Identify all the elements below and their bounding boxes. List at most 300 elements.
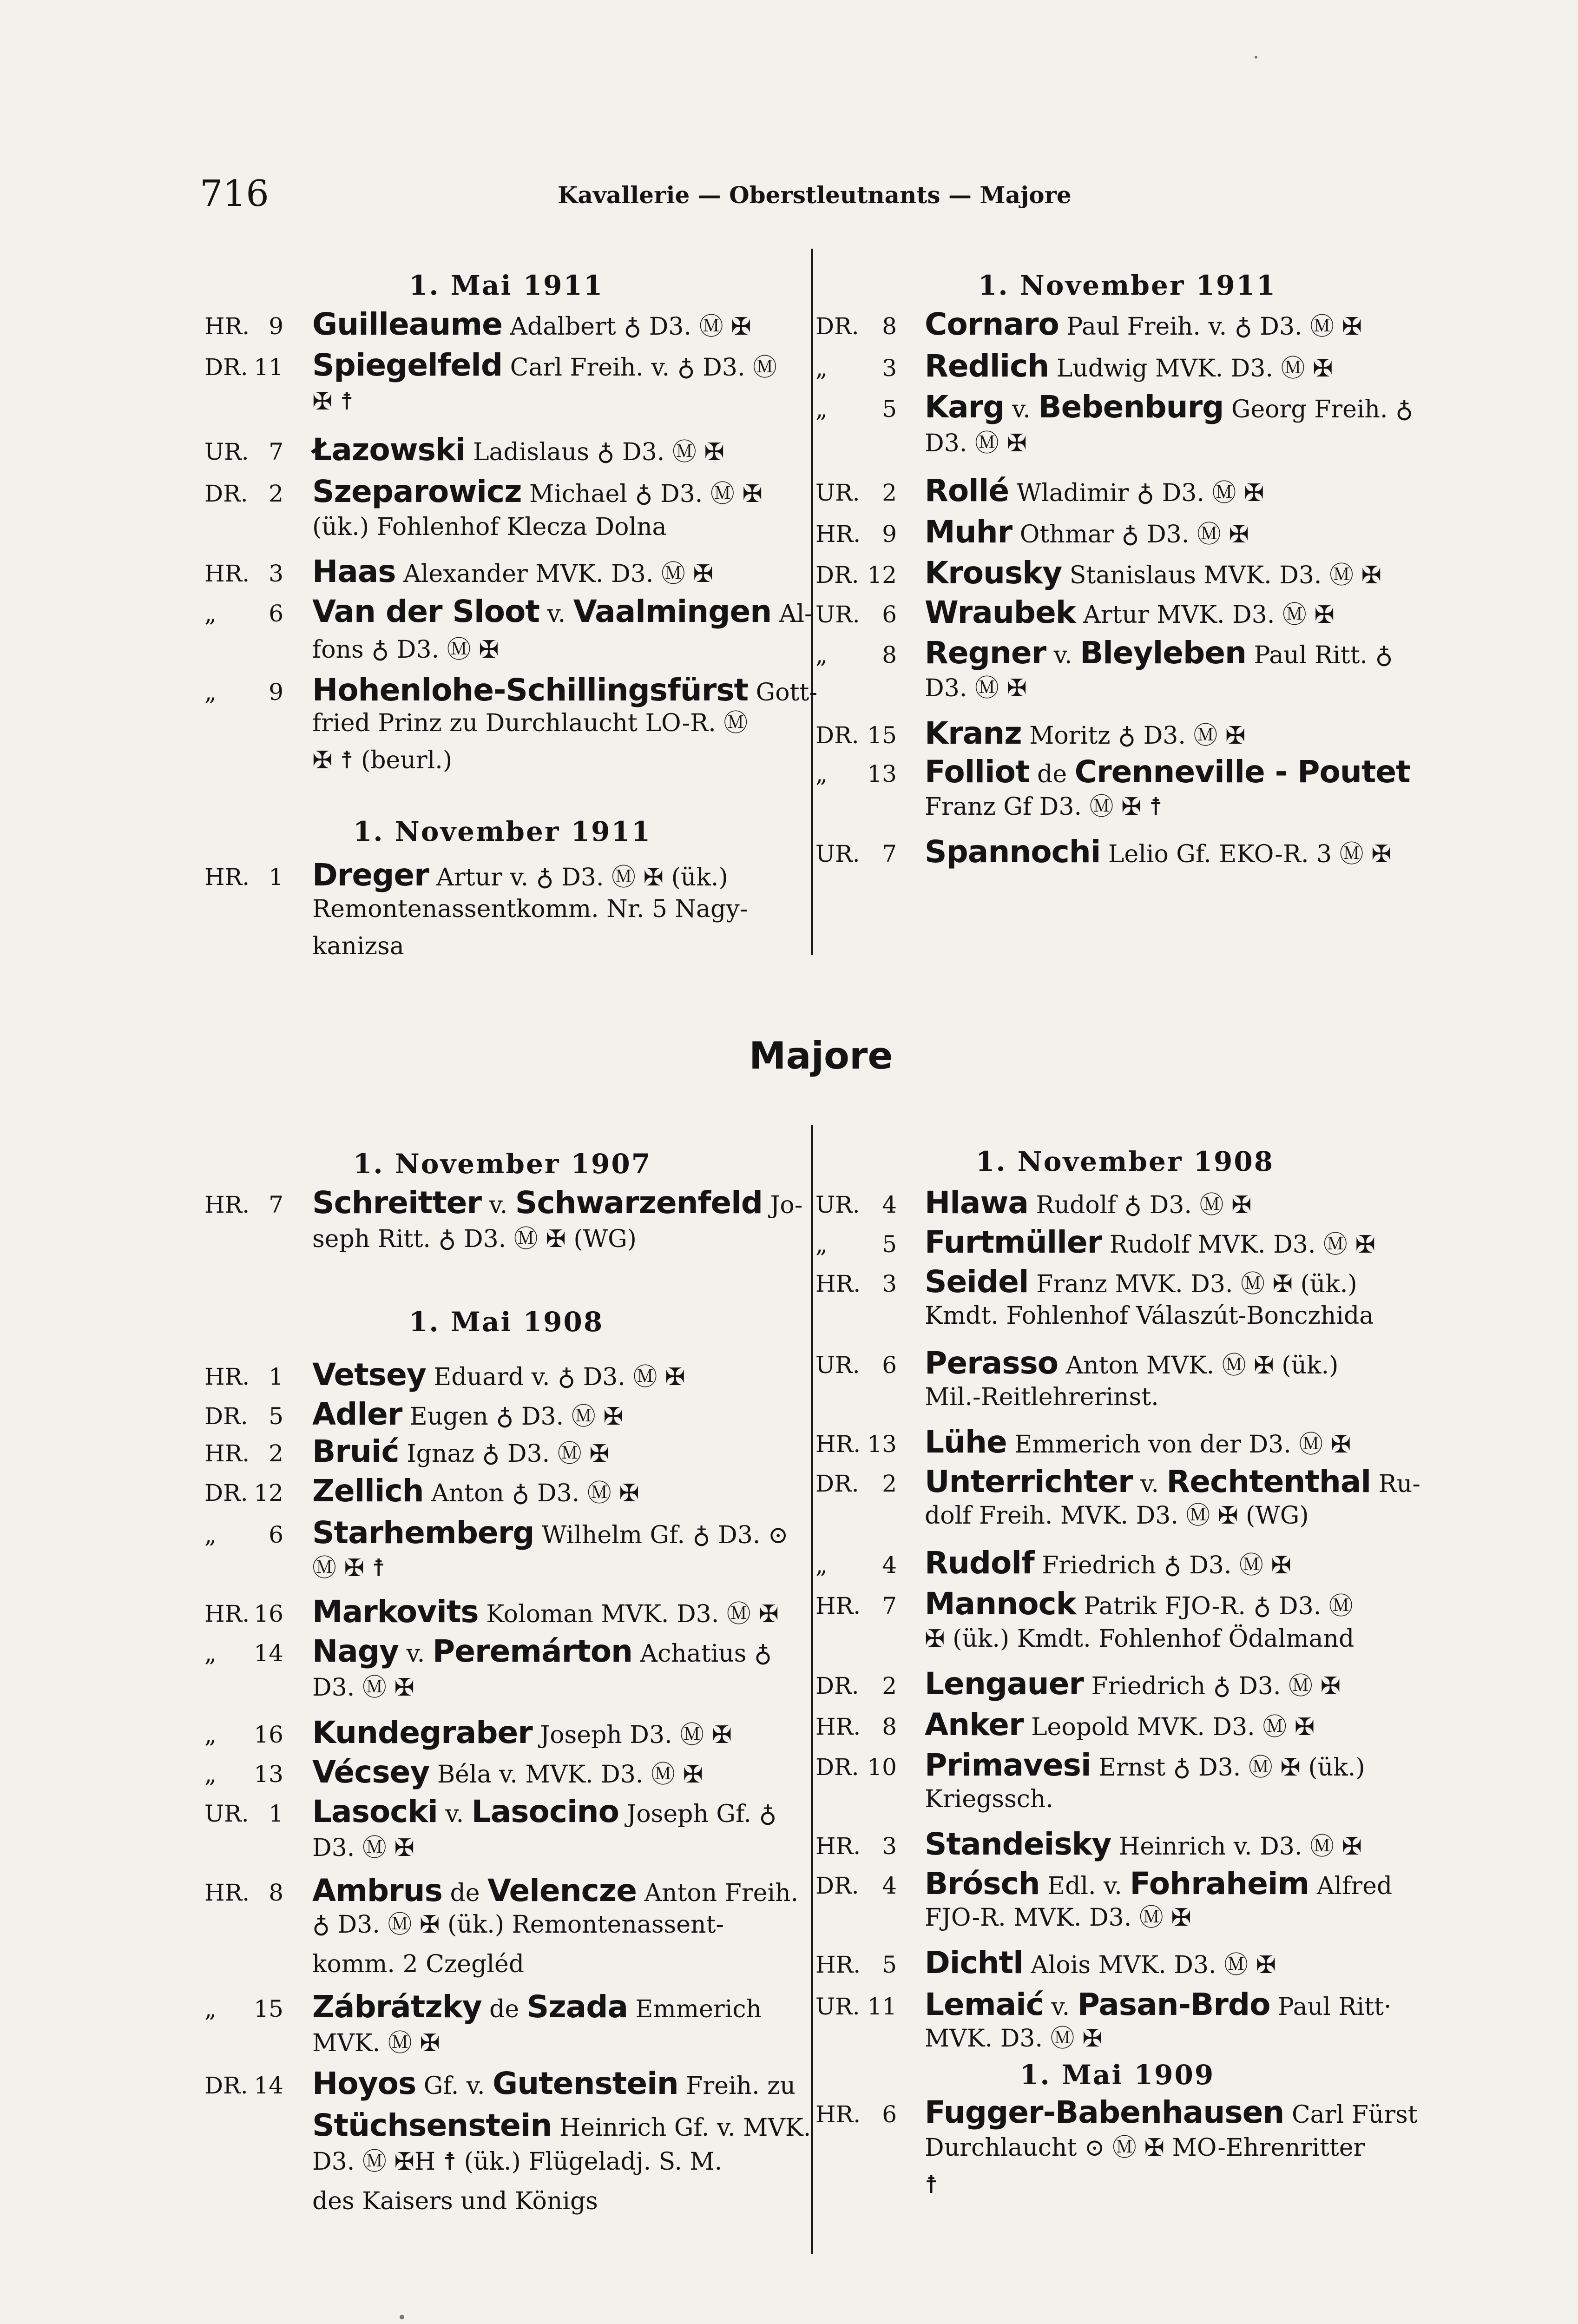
entry-line	[312, 2068, 796, 2099]
officer-surname-part: Schwarzenfeld	[515, 1185, 763, 1221]
entry-text: D3. Ⓜ ✠H ☨ (ük.) Flügeladj. S. M.	[312, 2148, 723, 2176]
entry-details: v.	[539, 600, 573, 628]
regiment-number: 4	[882, 1191, 897, 1218]
entry-line	[312, 1433, 610, 1469]
continuation-line	[312, 2107, 811, 2143]
entry-details: Joseph D3. Ⓜ ✠	[532, 1721, 732, 1749]
regiment-number: 6	[882, 2101, 897, 2128]
entry-details: Eduard v. ♁ D3. Ⓜ ✠	[426, 1363, 685, 1391]
regiment-number: 6	[269, 1521, 283, 1548]
regiment-number: 5	[882, 1951, 897, 1978]
officer-surname: Guilleaume	[312, 306, 502, 342]
regiment-number: 3	[269, 560, 283, 587]
regiment-type: HR.	[815, 1431, 861, 1458]
continuation-line	[312, 2150, 722, 2174]
entry-line	[925, 1945, 1276, 1981]
entry-details: Anton ♁ D3. Ⓜ ✠	[423, 1479, 639, 1507]
entry-line	[925, 2094, 1418, 2130]
regiment-type: DR.	[815, 313, 859, 340]
entry-line	[312, 556, 713, 587]
regiment-number: 13	[867, 1431, 897, 1458]
entry-text: D3. Ⓜ ✠	[925, 674, 1027, 702]
entry-details: Edl. v.	[1039, 1872, 1130, 1900]
officer-surname: Kundegraber	[312, 1715, 533, 1750]
entry-text: des Kaisers und Königs	[312, 2187, 598, 2215]
officer-surname-part: Gutenstein	[493, 2066, 678, 2101]
continuation-line	[925, 795, 1162, 819]
entry-details: v.	[1046, 641, 1080, 669]
date-heading: 1. November 1908	[976, 1146, 1275, 1177]
regiment-type: „	[204, 1640, 217, 1667]
officer-surname: Lemaić	[925, 1987, 1044, 2022]
regiment-type: HR.	[204, 1440, 250, 1467]
officer-surname: Starhemberg	[312, 1515, 534, 1551]
regiment-type: „	[204, 1721, 217, 1748]
entry-text: (ük.) Fohlenhof Klecza Dolna	[312, 513, 667, 541]
regiment-number: 14	[254, 1640, 283, 1667]
entry-line	[925, 389, 1414, 425]
officer-surname: Dichtl	[925, 1945, 1023, 1981]
regiment-type: „	[204, 679, 217, 706]
entry-text: fried Prinz zu Durchlaucht LO-R. Ⓜ	[312, 709, 748, 737]
entry-details: Eugen ♁ D3. Ⓜ ✠	[402, 1403, 624, 1431]
officer-surname: Folliot	[925, 754, 1030, 790]
entry-line	[312, 1754, 704, 1790]
officer-surname-part: Crenneville - Poutet	[1074, 754, 1410, 790]
entry-line	[312, 1875, 798, 1906]
continuation-line	[312, 1913, 724, 1937]
regiment-number: 13	[254, 1761, 283, 1788]
regiment-type: „	[815, 1552, 828, 1578]
entry-details: Ignaz ♁ D3. Ⓜ ✠	[399, 1440, 610, 1468]
entry-line	[925, 1185, 1252, 1221]
officer-surname: Hlawa	[925, 1185, 1028, 1221]
entry-line	[312, 596, 813, 627]
regiment-type: DR.	[815, 1754, 859, 1781]
entry-details: Alois MVK. D3. Ⓜ ✠	[1023, 1951, 1276, 1979]
officer-surname: Regner	[925, 635, 1046, 671]
entry-text: Ⓜ ✠ ☨	[312, 1554, 385, 1582]
officer-surname: Brósch	[925, 1866, 1040, 1901]
regiment-number: 4	[882, 1552, 897, 1578]
entry-line	[925, 1989, 1391, 2020]
entry-line	[925, 1466, 1420, 1497]
entry-details: Patrik FJO-R. ♁ D3. Ⓜ	[1076, 1592, 1353, 1620]
regiment-number: 7	[882, 840, 897, 867]
entry-details: Heinrich v. D3. Ⓜ ✠	[1111, 1833, 1362, 1861]
print-speck	[1255, 56, 1257, 59]
running-head: Kavallerie — Oberstleutnants — Majore	[558, 181, 1072, 209]
entry-details: Gf. v.	[416, 2072, 493, 2100]
entry-line	[312, 306, 751, 342]
continuation-line	[925, 1906, 1191, 1930]
regiment-number: 2	[269, 1440, 283, 1467]
entry-details: Friedrich ♁ D3. Ⓜ ✠	[1034, 1552, 1291, 1579]
regiment-type: HR.	[204, 560, 250, 587]
officer-surname: Nagy	[312, 1633, 399, 1669]
regiment-number: 12	[254, 1479, 283, 1506]
officer-surname: Mannock	[925, 1586, 1076, 1622]
continuation-line	[312, 748, 452, 772]
regiment-number: 7	[269, 438, 283, 465]
continuation-line	[312, 934, 404, 958]
officer-surname: Vetsey	[312, 1357, 426, 1393]
regiment-type: HR.	[815, 1270, 861, 1297]
continuation-line	[312, 1836, 414, 1860]
entry-line	[312, 1633, 772, 1669]
entry-line	[925, 1264, 1357, 1300]
entry-details: Wladimir ♁ D3. Ⓜ ✠	[1009, 479, 1264, 507]
entry-line	[925, 1747, 1365, 1783]
column-divider-lower	[811, 1125, 813, 2254]
regiment-type: DR.	[204, 1403, 248, 1430]
entry-details: Anton MVK. Ⓜ ✠ (ük.)	[1058, 1352, 1339, 1380]
entry-line	[925, 1826, 1362, 1862]
regiment-number: 9	[882, 521, 897, 548]
continuation-line	[925, 1627, 1354, 1651]
regiment-number: 8	[882, 313, 897, 340]
entry-line	[312, 1473, 639, 1509]
regiment-number: 2	[882, 1672, 897, 1699]
entry-line	[925, 1545, 1291, 1581]
entry-details: Alfred	[1309, 1872, 1393, 1900]
entry-details: Heinrich Gf. v. MVK.	[552, 2114, 811, 2142]
regiment-type: „	[815, 641, 828, 668]
entry-details: Moritz ♁ D3. Ⓜ ✠	[1021, 722, 1246, 750]
entry-details: v.	[399, 1640, 433, 1668]
entry-line	[925, 555, 1382, 591]
continuation-line	[925, 1304, 1374, 1328]
continuation-line	[312, 1556, 385, 1580]
entry-details: Jo-	[763, 1191, 803, 1219]
officer-surname: Karg	[925, 389, 1005, 425]
regiment-number: 11	[867, 1993, 897, 2020]
entry-details: Freih. zu	[678, 2072, 796, 2100]
regiment-number: 6	[269, 600, 283, 627]
entry-text: ☨	[925, 2171, 938, 2199]
officer-surname: Lühe	[925, 1424, 1007, 1460]
entry-details: Franz MVK. D3. Ⓜ ✠ (ük.)	[1028, 1270, 1357, 1298]
continuation-line	[925, 2027, 1103, 2051]
entry-details: Ladislaus ♁ D3. Ⓜ ✠	[465, 438, 724, 466]
regiment-number: 11	[254, 354, 283, 381]
officer-surname: Kranz	[925, 715, 1022, 751]
officer-surname: Haas	[312, 554, 396, 589]
entry-details: Wilhelm Gf. ♁ D3. ⊙	[534, 1521, 789, 1549]
entry-details: v.	[481, 1191, 515, 1219]
officer-surname: Stüchsenstein	[312, 2107, 552, 2143]
entry-details: Paul Ritt·	[1270, 1993, 1392, 2021]
page-number: 716	[200, 173, 269, 215]
regiment-number: 8	[882, 1713, 897, 1740]
entry-details: Lelio Gf. EKO-R. 3 Ⓜ ✠	[1100, 840, 1392, 868]
entry-details: Al-	[771, 600, 813, 628]
officer-surname-part: Bebenburg	[1038, 389, 1224, 425]
officer-surname-part: Fohraheim	[1130, 1866, 1309, 1901]
entry-details: Georg Freih. ♁	[1223, 396, 1414, 423]
regiment-number: 3	[882, 355, 897, 382]
entry-details: Othmar ♁ D3. Ⓜ ✠	[1012, 521, 1249, 548]
officer-surname: Cornaro	[925, 306, 1059, 342]
regiment-type: HR.	[815, 1833, 861, 1860]
regiment-type: DR.	[815, 722, 859, 749]
entry-text: komm. 2 Czegléd	[312, 1950, 525, 1978]
entry-details: Paul Ritt. ♁	[1246, 641, 1393, 669]
regiment-number: 1	[269, 864, 283, 891]
regiment-type: UR.	[815, 1352, 860, 1379]
officer-surname: Szeparowicz	[312, 474, 522, 509]
entry-details: Carl Fürst	[1284, 2101, 1418, 2129]
officer-surname-part: Peremárton	[432, 1633, 633, 1669]
regiment-number: 10	[867, 1754, 897, 1781]
regiment-number: 16	[254, 1600, 283, 1627]
entry-line	[925, 475, 1264, 506]
entry-text: ✠ (ük.) Kmdt. Fohlenhof Ödalmand	[925, 1625, 1354, 1653]
entry-text: Franz Gf D3. Ⓜ ✠ ☨	[925, 793, 1163, 821]
officer-surname: Łazowski	[312, 432, 466, 468]
entry-line	[925, 1707, 1315, 1743]
regiment-type: DR.	[815, 1470, 859, 1497]
entry-line	[925, 635, 1393, 671]
entry-line	[925, 1424, 1351, 1460]
entry-text: D3. Ⓜ ✠	[312, 1834, 414, 1862]
regiment-type: UR.	[815, 601, 860, 628]
entry-text: MVK. D3. Ⓜ ✠	[925, 2025, 1103, 2053]
regiment-type: DR.	[204, 1479, 248, 1506]
officer-surname-part: Bleyleben	[1079, 635, 1247, 671]
entry-details: Koloman MVK. D3. Ⓜ ✠	[478, 1600, 779, 1628]
date-heading: 1. November 1911	[978, 270, 1277, 301]
regiment-type: UR.	[815, 840, 860, 867]
entry-line	[925, 514, 1249, 550]
entry-text: Mil.-Reitlehrerinst.	[925, 1383, 1159, 1411]
regiment-type: DR.	[204, 354, 248, 381]
entry-details: de	[442, 1879, 488, 1907]
entry-line	[925, 306, 1362, 342]
date-heading: 1. Mai 1911	[409, 270, 604, 301]
officer-surname: Muhr	[925, 514, 1013, 550]
entry-line	[312, 1357, 685, 1393]
regiment-number: 15	[254, 1995, 283, 2022]
regiment-number: 16	[254, 1721, 283, 1748]
entry-details: Anton Freih.	[636, 1879, 799, 1907]
entry-line	[925, 1868, 1392, 1899]
regiment-number: 9	[269, 313, 283, 340]
entry-line	[925, 1345, 1339, 1381]
entry-line	[312, 432, 724, 468]
date-heading: 1. November 1911	[353, 816, 652, 847]
entry-details: Emmerich	[628, 1995, 762, 2023]
regiment-number: 15	[867, 722, 897, 749]
entry-details: Rudolf ♁ D3. Ⓜ ✠	[1028, 1191, 1252, 1219]
entry-details: Ernst ♁ D3. Ⓜ ✠ (ük.)	[1091, 1754, 1365, 1782]
entry-line	[312, 1717, 732, 1748]
officer-surname: Vécsey	[312, 1754, 430, 1790]
regiment-number: 13	[867, 760, 897, 787]
regiment-type: UR.	[815, 479, 860, 506]
regiment-type: HR.	[204, 1191, 250, 1218]
entry-text: ✠ ☨ (beurl.)	[312, 746, 453, 774]
regiment-number: 7	[269, 1191, 283, 1218]
regiment-number: 12	[867, 561, 897, 588]
regiment-type: HR.	[204, 1600, 250, 1627]
entry-details: Adalbert ♁ D3. Ⓜ ✠	[502, 313, 751, 341]
regiment-type: HR.	[815, 2101, 861, 2128]
regiment-type: „	[204, 1521, 217, 1548]
officer-surname: Zellich	[312, 1473, 424, 1509]
entry-details: Artur MVK. D3. Ⓜ ✠	[1075, 601, 1335, 629]
entry-line	[925, 1586, 1353, 1622]
officer-surname: Rudolf	[925, 1545, 1034, 1581]
regiment-type: UR.	[815, 1993, 860, 2020]
entry-details: Gott-	[748, 679, 817, 706]
entry-text: FJO-R. MVK. D3. Ⓜ ✠	[925, 1904, 1191, 1932]
officer-surname: Perasso	[925, 1345, 1059, 1381]
continuation-line	[312, 1676, 414, 1700]
entry-line	[925, 1224, 1376, 1260]
entry-text: fons ♁ D3. Ⓜ ✠	[312, 636, 499, 664]
regiment-number: 7	[882, 1592, 897, 1619]
regiment-type: HR.	[204, 1363, 250, 1390]
officer-surname: Anker	[925, 1707, 1024, 1743]
continuation-line	[312, 2031, 440, 2055]
continuation-line	[925, 2173, 938, 2197]
officer-surname-part: Lasocino	[471, 1794, 619, 1829]
regiment-number: 5	[882, 1231, 897, 1258]
entry-details: v.	[1043, 1993, 1078, 2021]
entry-line	[312, 1515, 789, 1551]
entry-details: Achatius ♁	[632, 1640, 772, 1668]
entry-details: de	[1029, 760, 1075, 788]
officer-surname: Fugger-Babenhausen	[925, 2094, 1284, 2130]
officer-surname: Hoyos	[312, 2066, 416, 2101]
continuation-line	[312, 1952, 524, 1976]
regiment-type: „	[815, 396, 828, 423]
officer-surname: Spiegelfeld	[312, 347, 503, 383]
entry-details: Emmerich von der D3. Ⓜ ✠	[1006, 1431, 1351, 1459]
regiment-number: 6	[882, 601, 897, 628]
officer-surname: Seidel	[925, 1264, 1029, 1300]
regiment-number: 14	[254, 2072, 283, 2099]
regiment-type: HR.	[815, 1951, 861, 1978]
officer-surname: Primavesi	[925, 1747, 1091, 1783]
entry-line	[312, 1396, 624, 1432]
entry-line	[925, 594, 1335, 630]
entry-details: Paul Freih. v. ♁ D3. Ⓜ ✠	[1059, 313, 1362, 341]
regiment-number: 2	[882, 1470, 897, 1497]
regiment-type: HR.	[815, 1592, 861, 1619]
regiment-type: DR.	[815, 1872, 859, 1899]
entry-details: Joseph Gf. ♁	[618, 1800, 777, 1828]
date-heading: 1. Mai 1909	[1020, 2059, 1215, 2091]
entry-line	[925, 1666, 1341, 1702]
regiment-number: 2	[882, 479, 897, 506]
regiment-type: „	[815, 1231, 828, 1258]
officer-surname: Krousky	[925, 555, 1062, 591]
officer-surname: Redlich	[925, 348, 1049, 384]
entry-line	[312, 1185, 803, 1221]
entry-details: Ru-	[1371, 1470, 1420, 1498]
entry-line	[312, 672, 817, 708]
continuation-line	[925, 2136, 1365, 2160]
regiment-type: DR.	[204, 2072, 248, 2099]
officer-surname: Lasocki	[312, 1794, 438, 1829]
entry-details: Alexander MVK. D3. Ⓜ ✠	[395, 560, 713, 588]
entry-line	[925, 754, 1410, 790]
regiment-number: 9	[269, 679, 283, 706]
continuation-line	[312, 2189, 598, 2213]
officer-surname-part: Pasan-Brdo	[1077, 1987, 1270, 2022]
entry-details: Carl Freih. v. ♁ D3. Ⓜ	[502, 354, 777, 382]
regiment-type: HR.	[204, 864, 250, 891]
officer-surname: Adler	[312, 1396, 402, 1432]
regiment-number: 2	[269, 480, 283, 507]
officer-surname-part: Vaalmingen	[573, 594, 772, 629]
section-title: Majore	[749, 1034, 893, 1077]
regiment-type: HR.	[815, 1713, 861, 1740]
regiment-type: UR.	[204, 1800, 249, 1827]
entry-text: seph Ritt. ♁ D3. Ⓜ ✠ (WG)	[312, 1225, 637, 1253]
regiment-type: HR.	[204, 313, 250, 340]
entry-text: Kriegssch.	[925, 1785, 1053, 1813]
continuation-line	[925, 676, 1027, 700]
officer-surname: Zábrátzky	[312, 1989, 482, 2025]
regiment-type: HR.	[204, 1879, 250, 1906]
regiment-type: „	[204, 1761, 217, 1788]
continuation-line	[925, 1385, 1159, 1409]
officer-surname: Wraubek	[925, 594, 1076, 630]
officer-surname-part: Szada	[526, 1989, 628, 2025]
entry-details: v.	[1004, 396, 1039, 423]
officer-surname: Van der Sloot	[312, 594, 539, 629]
continuation-line	[312, 1227, 637, 1251]
entry-line	[312, 1796, 776, 1827]
entry-text: ✠ ☨	[312, 388, 354, 416]
entry-text: dolf Freih. MVK. D3. Ⓜ ✠ (WG)	[925, 1502, 1309, 1530]
entry-details: Leopold MVK. D3. Ⓜ ✠	[1023, 1713, 1315, 1741]
entry-details: Friedrich ♁ D3. Ⓜ ✠	[1083, 1672, 1341, 1700]
entry-details: de	[481, 1995, 527, 2023]
officer-surname: Lengauer	[925, 1666, 1084, 1702]
continuation-line	[925, 431, 1027, 456]
entry-line	[312, 1989, 762, 2025]
print-speck	[400, 2315, 404, 2319]
officer-surname: Hohenlohe-Schillingsfürst	[312, 672, 749, 708]
entry-details: v.	[437, 1800, 472, 1828]
regiment-type: UR.	[204, 438, 249, 465]
entry-text: Kmdt. Fohlenhof Válaszút-Bonczhida	[925, 1302, 1374, 1330]
officer-surname: Schreitter	[312, 1185, 481, 1221]
continuation-line	[925, 1787, 1053, 1811]
entry-text: kanizsa	[312, 932, 404, 960]
entry-line	[312, 857, 728, 893]
continuation-line	[312, 897, 748, 921]
regiment-number: 8	[269, 1879, 283, 1906]
officer-surname: Spannochi	[925, 834, 1101, 870]
regiment-type: DR.	[815, 561, 859, 588]
regiment-type: „	[815, 355, 828, 382]
date-heading: 1. November 1907	[353, 1148, 652, 1180]
regiment-type: „	[204, 600, 217, 627]
officer-surname-part: Velencze	[487, 1873, 637, 1908]
entry-details: Rudolf MVK. D3. Ⓜ ✠	[1102, 1231, 1376, 1259]
officer-surname: Ambrus	[312, 1873, 442, 1908]
regiment-type: „	[815, 760, 828, 787]
regiment-number: 1	[269, 1363, 283, 1390]
entry-text: D3. Ⓜ ✠	[925, 429, 1027, 457]
regiment-number: 1	[269, 1800, 283, 1827]
entry-details: Artur v. ♁ D3. Ⓜ ✠ (ük.)	[428, 864, 728, 891]
